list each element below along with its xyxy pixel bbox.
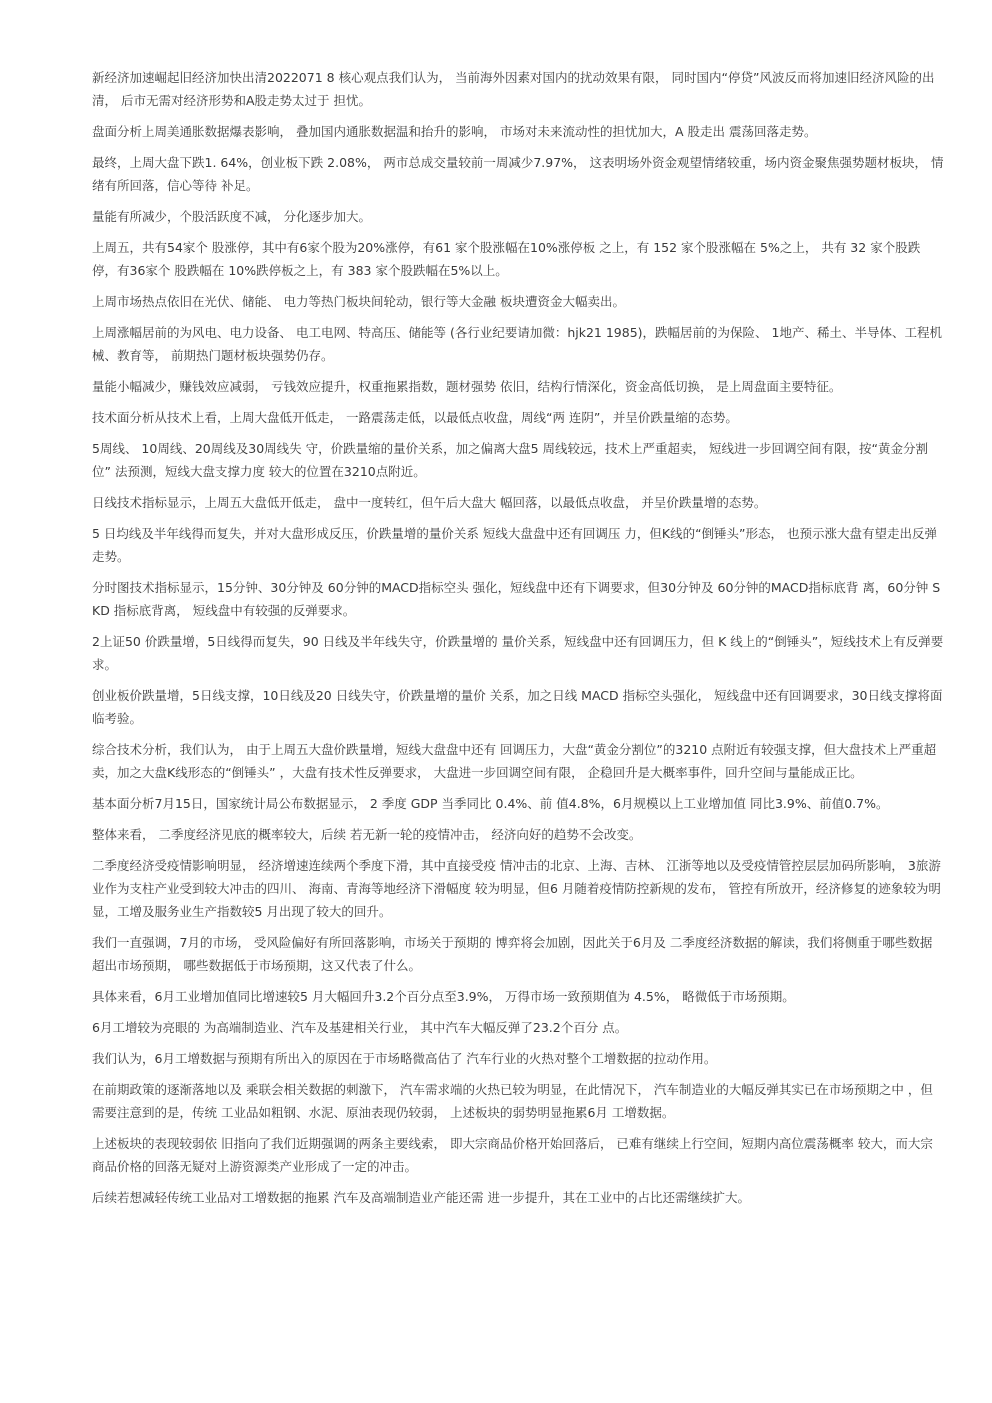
paragraph: 后续若想减轻传统工业品对工增数据的拖累 汽车及高端制造业产能还需 进一步提升，其在工业中的占比还需继续扩大。	[92, 1190, 750, 1205]
paragraph: 整体来看， 二季度经济见底的概率较大，后续 若无新一轮的疫情冲击， 经济向好的趋势不会改变。	[92, 827, 642, 842]
paragraph: 我们认为，6月工增数据与预期有所出入的原因在于市场略微高估了 汽车行业的火热对整个工增数据的拉动作用。	[92, 1051, 717, 1066]
paragraph: 新经济加速崛起旧经济加快出清2022071 8 核心观点我们认为， 当前海外因素对国内的扰动效果有限， 同时国内“停贷”风波反而将加速旧经济风险的出清， 后市无需对经济形势和A股走势太过于 担忧。	[92, 70, 935, 108]
paragraph: 盘面分析上周美通胀数据爆表影响， 叠加国内通胀数据温和抬升的影响， 市场对未来流动性的担忧加大，A 股走出 震荡回落走势。	[92, 124, 817, 139]
paragraph: 量能小幅减少，赚钱效应减弱， 亏钱效应提升，权重拖累指数，题材强势 依旧，结构行情深化，资金高低切换， 是上周盘面主要特征。	[92, 379, 842, 394]
paragraph: 日线技术指标显示，上周五大盘低开低走， 盘中一度转红，但午后大盘大 幅回落，以最低点收盘， 并呈价跌量增的态势。	[92, 495, 767, 510]
paragraph: 2上证50 价跌量增，5日线得而复失，90 日线及半年线失守，价跌量增的 量价关系，短线盘中还有回调压力，但 K 线上的“倒锤头”，短线技术上有反弹要求。	[92, 634, 944, 672]
paragraph: 综合技术分析，我们认为， 由于上周五大盘价跌量增，短线大盘盘中还有 回调压力，大盘“黄金分割位”的3210 点附近有较强支撑，但大盘技术上严重超卖，加之大盘K线形态的“倒锤头” ，大盘有技术性反弹要求， 大盘进一步回调空间有限， 企稳回升是大概率事件，回升空间与量能成正比。	[92, 742, 937, 780]
paragraph: 我们一直强调，7月的市场， 受风险偏好有所回落影响，市场关于预期的 博弈将会加剧，因此关于6月及 二季度经济数据的解读，我们将侧重于哪些数据超出市场预期， 哪些数据低于市场预期，这又代表了什么。	[92, 935, 933, 973]
paragraph: 上周市场热点依旧在光伏、储能、 电力等热门板块间轮动，银行等大金融 板块遭资金大幅卖出。	[92, 294, 625, 309]
paragraph: 5 日均线及半年线得而复失，并对大盘形成反压，价跌量增的量价关系 短线大盘盘中还有回调压 力，但K线的“倒锤头”形态， 也预示涨大盘有望走出反弹走势。	[92, 526, 937, 564]
paragraph: 创业板价跌量增，5日线支撑，10日线及20 日线失守，价跌量增的量价 关系，加之日线 MACD 指标空头强化， 短线盘中还有回调要求，30日线支撑将面临考验。	[92, 688, 943, 726]
paragraph: 具体来看，6月工业增加值同比增速较5 月大幅回升3.2个百分点至3.9%， 万得市场一致预期值为 4.5%， 略微低于市场预期。	[92, 989, 795, 1004]
paragraph: 5周线、 10周线、20周线及30周线失 守，价跌量缩的量价关系，加之偏离大盘5 周线较远，技术上严重超卖， 短线进一步回调空间有限，按“黄金分割位” 法预测，短线大盘支撑力度 较大的位置在3210点附近。	[92, 441, 928, 479]
paragraph: 在前期政策的逐渐落地以及 乘联会相关数据的刺激下， 汽车需求端的火热已较为明显，在此情况下， 汽车制造业的大幅反弹其实已在市场预期之中 ，但需要注意到的是，传统 工业品如粗钢、水泥、原油表现仍较弱， 上述板块的弱势明显拖累6月 工增数据。	[92, 1082, 933, 1120]
paragraph: 分时图技术指标显示，15分钟、30分钟及 60分钟的MACD指标空头 强化，短线盘中还有下调要求，但30分钟及 60分钟的MACD指标底背 离，60分钟 SKD 指标底背离， 短线盘中有较强的反弹要求。	[92, 580, 941, 618]
paragraph: 量能有所减少，个股活跃度不减， 分化逐步加大。	[92, 209, 371, 224]
paragraph: 基本面分析7月15日，国家统计局公布数据显示， 2 季度 GDP 当季同比 0.4%、前 值4.8%，6月规模以上工业增加值 同比3.9%、前值0.7%。	[92, 796, 889, 811]
paragraph: 上周五，共有54家个 股涨停，其中有6家个股为20%涨停，有61 家个股涨幅在10%涨停板 之上，有 152 家个股涨幅在 5%之上， 共有 32 家个股跌停，有36家个 股跌幅在 10%跌停板之上，有 383 家个股跌幅在5%以上。	[92, 240, 921, 278]
paragraph: 6月工增较为亮眼的 为高端制造业、汽车及基建相关行业， 其中汽车大幅反弹了23.2个百分 点。	[92, 1020, 628, 1035]
paragraph: 最终，上周大盘下跌1. 64%，创业板下跌 2.08%， 两市总成交量较前一周减少7.97%， 这表明场外资金观望情绪较重，场内资金聚焦强势题材板块， 情绪有所回落，信心等待 补足。	[92, 155, 944, 193]
paragraph: 上周涨幅居前的为风电、电力设备、 电工电网、特高压、储能等 (各行业纪要请加微：hjk21 1985)，跌幅居前的为保险、 1地产、稀土、半导体、工程机械、教育等， 前期热门题材板块强势仍存。	[92, 325, 942, 363]
document-body	[92, 66, 944, 1217]
paragraph: 上述板块的表现较弱依 旧指向了我们近期强调的两条主要线索， 即大宗商品价格开始回落后， 已难有继续上行空间，短期内高位震荡概率 较大，而大宗商品价格的回落无疑对上游资源类产业形成了一定的冲击。	[92, 1136, 933, 1174]
paragraph: 二季度经济受疫情影响明显， 经济增速连续两个季度下滑，其中直接受疫 情冲击的北京、上海、吉林、 江浙等地以及受疫情管控层层加码所影响， 3旅游业作为支柱产业受到较大冲击的四川、 海南、青海等地经济下滑幅度 较为明显，但6 月随着疫情防控新规的发布， 管控有所放开，经济修复的迹象较为明显，工增及服务业生产指数较5 月出现了较大的回升。	[92, 858, 941, 919]
paragraph: 技术面分析从技术上看，上周大盘低开低走， 一路震荡走低，以最低点收盘，周线“两 连阴”，并呈价跌量缩的态势。	[92, 410, 738, 425]
